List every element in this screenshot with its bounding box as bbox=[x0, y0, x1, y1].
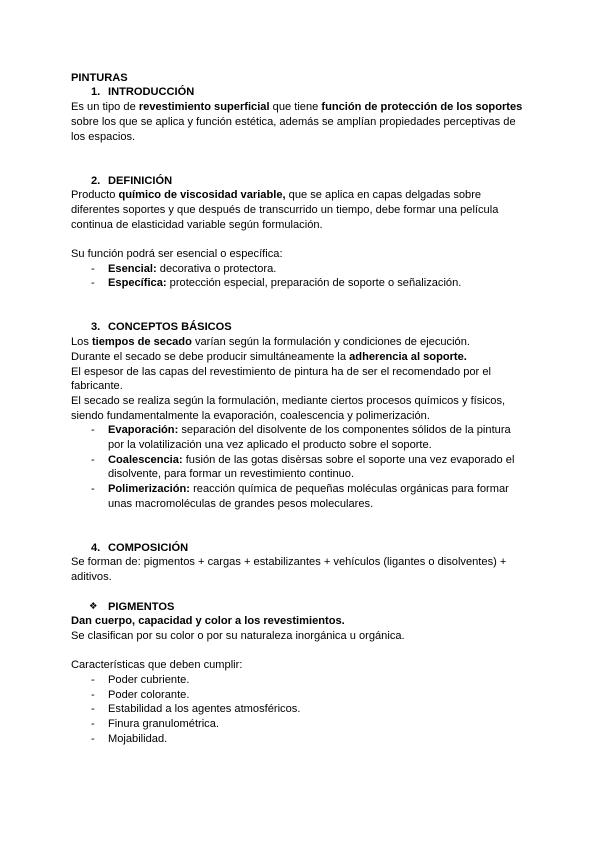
list-item-text: unas macromoléculas de grandes pesos moleculares. bbox=[108, 497, 374, 510]
list-item bbox=[71, 702, 541, 717]
dash-bullet: - bbox=[91, 277, 95, 290]
list-item-term: Polimerización: bbox=[108, 483, 190, 496]
list-item bbox=[71, 732, 541, 747]
list-item bbox=[71, 482, 541, 497]
diamond-bullet-icon: ❖ bbox=[89, 600, 98, 612]
text-span: que se aplica en capas delgadas sobre bbox=[285, 189, 482, 202]
text-span: diferentes soportes y que después de transcurrido un tiempo, debe formar una película bbox=[71, 203, 499, 216]
subsection-title: PIGMENTOS bbox=[108, 600, 175, 613]
list-item-continuation bbox=[71, 497, 541, 512]
section-title: DEFINICIÓN bbox=[108, 174, 173, 187]
dash-bullet: - bbox=[91, 718, 95, 731]
blank-line bbox=[71, 232, 541, 247]
list-item-text: Poder cubriente. bbox=[108, 673, 190, 686]
text-span: aditivos. bbox=[71, 571, 112, 584]
blank-line bbox=[71, 526, 541, 541]
document-title: PINTURAS bbox=[71, 71, 128, 84]
pigmentos-lead: Dan cuerpo, capacidad y color a los revestimientos. bbox=[71, 615, 345, 628]
section-number: 3. bbox=[91, 321, 101, 334]
section-2-heading bbox=[71, 174, 541, 189]
pigmentos-heading bbox=[71, 600, 541, 615]
bold-text: adherencia al soporte. bbox=[349, 350, 467, 363]
list-item-text: reacción química de pequeñas moléculas orgánicas para formar bbox=[190, 483, 509, 496]
paragraph-line bbox=[71, 218, 541, 233]
list-item-term: Evaporación: bbox=[108, 424, 179, 437]
dash-bullet: - bbox=[91, 688, 95, 701]
list-item-text: disolvente, para formar un revestimiento continuo. bbox=[108, 468, 355, 481]
list-item bbox=[71, 717, 541, 732]
text-span: sobre los que se aplica y función estética, además se amplían propiedades perceptivas de bbox=[71, 115, 516, 128]
text-span: continua de elasticidad variable según formulación. bbox=[71, 218, 323, 231]
section-3-heading bbox=[71, 320, 541, 335]
list-item-term: Esencial: bbox=[108, 262, 157, 275]
paragraph-line bbox=[71, 570, 541, 585]
text-span: Se forman de: pigmentos + cargas + estabilizantes + vehículos (ligantes o disolventes) + bbox=[71, 556, 507, 569]
list-item-text: Estabilidad a los agentes atmosféricos. bbox=[108, 703, 301, 716]
list-item-text: separación del disolvente de los componentes sólidos de la pintura bbox=[178, 424, 511, 437]
section-number: 2. bbox=[91, 174, 101, 187]
dash-bullet: - bbox=[91, 732, 95, 745]
list-item bbox=[71, 688, 541, 703]
list-item-text: protección especial, preparación de soporte o señalización. bbox=[166, 277, 462, 290]
document-body bbox=[71, 71, 541, 747]
paragraph-line bbox=[71, 203, 541, 218]
paragraph-line bbox=[71, 409, 541, 424]
paragraph-line bbox=[71, 188, 541, 203]
list-item bbox=[71, 276, 541, 291]
paragraph-line bbox=[71, 394, 541, 409]
dash-bullet: - bbox=[91, 262, 95, 275]
text-span: Producto bbox=[71, 189, 119, 202]
paragraph-line bbox=[71, 115, 541, 130]
bold-text: químico de viscosidad variable, bbox=[118, 189, 286, 202]
blank-line bbox=[71, 644, 541, 659]
list-item bbox=[71, 453, 541, 468]
text-span: Los bbox=[71, 336, 92, 349]
blank-line bbox=[71, 306, 541, 321]
dash-bullet: - bbox=[91, 673, 95, 686]
text-span: El espesor de las capas del revestimiento de pintura ha de ser el recomendado por el bbox=[71, 365, 491, 378]
paragraph-line bbox=[71, 350, 541, 365]
paragraph-line bbox=[71, 130, 541, 145]
text-span: los espacios. bbox=[71, 130, 136, 143]
list-item-text: decorativa o protectora. bbox=[156, 262, 277, 275]
text-span: varían según la formulación y condiciones de ejecución. bbox=[191, 336, 470, 349]
list-item-text: fusión de las gotas disèrsas sobre el soporte una vez evaporado el bbox=[182, 453, 515, 466]
blank-line bbox=[71, 291, 541, 306]
list-item bbox=[71, 262, 541, 277]
text-span: El secado se realiza según la formulación, mediante ciertos procesos químicos y físicos, bbox=[71, 394, 506, 407]
bold-text: función de protección de los soportes bbox=[321, 101, 523, 114]
list-item-text: por la volatilización una vez aplicado el producto sobre el soporte. bbox=[108, 438, 432, 451]
blank-line bbox=[71, 585, 541, 600]
paragraph-line bbox=[71, 100, 541, 115]
blank-line bbox=[71, 511, 541, 526]
paragraph-line bbox=[71, 335, 541, 350]
text-span: que tiene bbox=[269, 101, 322, 114]
list-item-term: Coalescencia: bbox=[108, 453, 183, 466]
paragraph-line: Se clasifican por su color o por su naturaleza inorgánica u orgánica. bbox=[71, 629, 405, 642]
dash-bullet: - bbox=[91, 703, 95, 716]
dash-bullet: - bbox=[91, 424, 95, 437]
section-number: 4. bbox=[91, 541, 101, 554]
blank-line bbox=[71, 159, 541, 174]
blank-line bbox=[71, 144, 541, 159]
section-title: COMPOSICIÓN bbox=[108, 541, 189, 554]
list-item-term: Específica: bbox=[108, 277, 167, 290]
text-span: Durante el secado se debe producir simultáneamente la bbox=[71, 350, 350, 363]
section-1-heading bbox=[71, 85, 541, 100]
list-item-text: Mojabilidad. bbox=[108, 732, 168, 745]
paragraph-line bbox=[71, 365, 541, 380]
paragraph-line bbox=[71, 379, 541, 394]
text-span: fabricante. bbox=[71, 380, 123, 393]
list-intro: Características que deben cumplir: bbox=[71, 659, 243, 672]
section-4-heading bbox=[71, 541, 541, 556]
dash-bullet: - bbox=[91, 483, 95, 496]
text-span: siendo fundamentalmente la evaporación, coalescencia y polimerización. bbox=[71, 409, 430, 422]
bold-text: revestimiento superficial bbox=[138, 101, 270, 114]
text-span: Es un tipo de bbox=[71, 101, 139, 114]
list-item-continuation bbox=[71, 438, 541, 453]
list-item bbox=[71, 423, 541, 438]
list-item-text: Poder colorante. bbox=[108, 688, 190, 701]
list-item bbox=[71, 673, 541, 688]
list-intro: Su función podrá ser esencial o específica: bbox=[71, 248, 283, 261]
section-title: INTRODUCCIÓN bbox=[108, 86, 195, 99]
section-title: CONCEPTOS BÁSICOS bbox=[108, 321, 232, 334]
dash-bullet: - bbox=[91, 453, 95, 466]
section-number: 1. bbox=[91, 86, 101, 99]
paragraph-line bbox=[71, 555, 541, 570]
bold-text: tiempos de secado bbox=[91, 336, 192, 349]
list-item-continuation bbox=[71, 467, 541, 482]
list-item-text: Finura granulométrica. bbox=[108, 718, 219, 731]
